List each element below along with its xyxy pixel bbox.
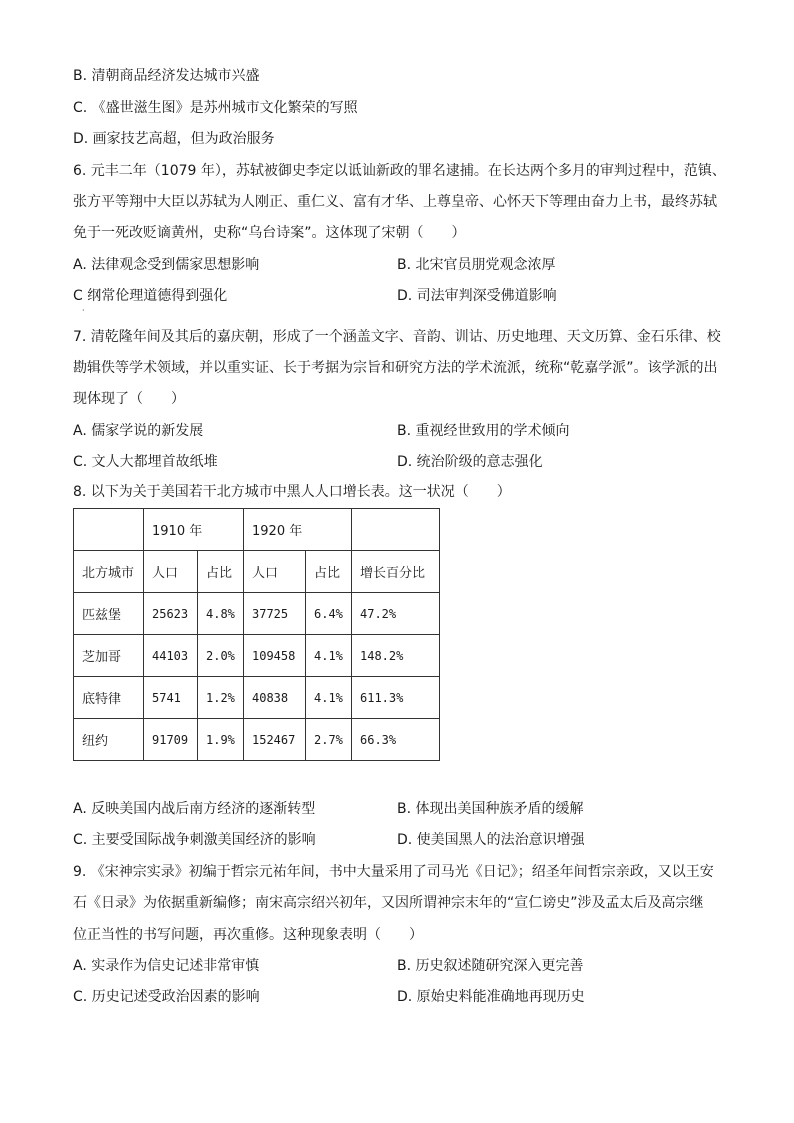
table-header-share-1910: 占比 (198, 551, 244, 593)
q6-stem-line1: 6. 元丰二年（1079 年），苏轼被御史李定以诋讪新政的罪名逮捕。在长达两个多月的审判过程中，范镇、 (73, 163, 726, 179)
table-header-share-1920: 占比 (306, 551, 352, 593)
table-cell-share-1910: 1.9% (198, 719, 244, 761)
q6-option-a: A. 法律观念受到儒家思想影响 (73, 257, 260, 273)
q6-stem-line3: 免于一死改贬谪黄州，史称“乌台诗案”。这体现了宋朝（ ） (73, 225, 466, 241)
q8-option-d: D. 使美国黑人的法治意识增强 (397, 832, 585, 848)
table-cell-growth: 148.2% (352, 635, 440, 677)
q5-option-b: B. 清朝商品经济发达城市兴盛 (73, 68, 260, 84)
q8-stem-line1: 8. 以下为关于美国若干北方城市中黑人人口增长表。这一状况（ ） (73, 484, 511, 500)
q9-option-c: C. 历史记述受政治因素的影响 (73, 989, 260, 1005)
table-cell-share-1910: 2.0% (198, 635, 244, 677)
table-row (74, 677, 440, 719)
stray-dot-mark: · (82, 306, 85, 315)
table-cell-pop-1910: 25623 (144, 593, 198, 635)
q5-option-c: C. 《盛世滋生图》是苏州城市文化繁荣的写照 (73, 100, 358, 116)
table-cell-share-1910: 1.2% (198, 677, 244, 719)
q9-option-a: A. 实录作为信史记述非常审慎 (73, 958, 260, 974)
table-header-pop-1920: 人口 (244, 551, 306, 593)
q6-stem-line2: 张方平等翔中大臣以苏轼为人刚正、重仁义、富有才华、上尊皇帝、心怀天下等理由奋力上书，最终苏轼 (73, 194, 717, 210)
table-cell-growth: 611.3% (352, 677, 440, 719)
table-cell-share-1920: 2.7% (306, 719, 352, 761)
q9-stem-line2: 石《日录》为依据重新编修；南宋高宗绍兴初年，又因所谓神宗末年的“宣仁谤史”涉及孟太后及高宗继 (73, 895, 704, 911)
q7-stem-line1: 7. 清乾隆年间及其后的嘉庆朝，形成了一个涵盖文字、音韵、训诂、历史地理、天文历算、金石乐律、校 (73, 329, 721, 345)
table-header-empty (74, 509, 144, 551)
table-year-row (74, 509, 440, 551)
table-cell-share-1920: 4.1% (306, 677, 352, 719)
q6-option-b: B. 北宋官员朋党观念浓厚 (397, 257, 556, 273)
table-cell-growth: 47.2% (352, 593, 440, 635)
q7-option-b: B. 重视经世致用的学术倾向 (397, 423, 570, 439)
table-row (74, 593, 440, 635)
q8-option-c: C. 主要受国际战争刺激美国经济的影响 (73, 832, 316, 848)
q7-option-d: D. 统治阶级的意志强化 (397, 454, 543, 470)
q9-stem-line1: 9. 《宋神宗实录》初编于哲宗元祐年间，书中大量采用了司马光《日记》；绍圣年间哲宗亲政，又以王安 (73, 864, 714, 880)
q9-option-d: D. 原始史料能准确地再现历史 (397, 989, 585, 1005)
table-cell-pop-1910: 5741 (144, 677, 198, 719)
table-cell-pop-1920: 109458 (244, 635, 306, 677)
table-cell-city: 纽约 (74, 719, 144, 761)
table-row (74, 719, 440, 761)
table-header-growth: 增长百分比 (352, 551, 440, 593)
q7-stem-line3: 现体现了（ ） (73, 391, 185, 407)
table-header-year-1910: 1910 年 (144, 509, 244, 551)
table-cell-share-1910: 4.8% (198, 593, 244, 635)
table-cell-share-1920: 4.1% (306, 635, 352, 677)
table-cell-share-1920: 6.4% (306, 593, 352, 635)
table-header-year-1920: 1920 年 (244, 509, 352, 551)
population-table (73, 508, 440, 761)
q8-option-b: B. 体现出美国种族矛盾的缓解 (397, 801, 584, 817)
q9-stem-line3: 位正当性的书写问题，再次重修。这种现象表明（ ） (73, 927, 423, 943)
table-cell-pop-1920: 40838 (244, 677, 306, 719)
table-cell-city: 底特律 (74, 677, 144, 719)
q6-option-d: D. 司法审判深受佛道影响 (397, 288, 557, 304)
q7-option-a: A. 儒家学说的新发展 (73, 423, 204, 439)
q7-option-c: C. 文人大都埋首故纸堆 (73, 454, 218, 470)
table-cell-pop-1910: 91709 (144, 719, 198, 761)
table-header-city: 北方城市 (74, 551, 144, 593)
q7-stem-line2: 勘辑佚等学术领域，并以重实证、长于考据为宗旨和研究方法的学术流派，统称“乾嘉学派”。该学派的出 (73, 360, 718, 376)
q6-option-c: C 纲常伦理道德得到强化 (73, 288, 228, 304)
table-cell-pop-1920: 37725 (244, 593, 306, 635)
table-cell-city: 匹兹堡 (74, 593, 144, 635)
q5-option-d: D. 画家技艺高超，但为政治服务 (73, 131, 275, 147)
table-column-header-row (74, 551, 440, 593)
table-header-pop-1910: 人口 (144, 551, 198, 593)
q8-option-a: A. 反映美国内战后南方经济的逐渐转型 (73, 801, 316, 817)
table-header-empty-right (352, 509, 440, 551)
table-cell-city: 芝加哥 (74, 635, 144, 677)
table-cell-pop-1920: 152467 (244, 719, 306, 761)
table-cell-pop-1910: 44103 (144, 635, 198, 677)
table-row (74, 635, 440, 677)
q9-option-b: B. 历史叙述随研究深入更完善 (397, 958, 584, 974)
table-cell-growth: 66.3% (352, 719, 440, 761)
